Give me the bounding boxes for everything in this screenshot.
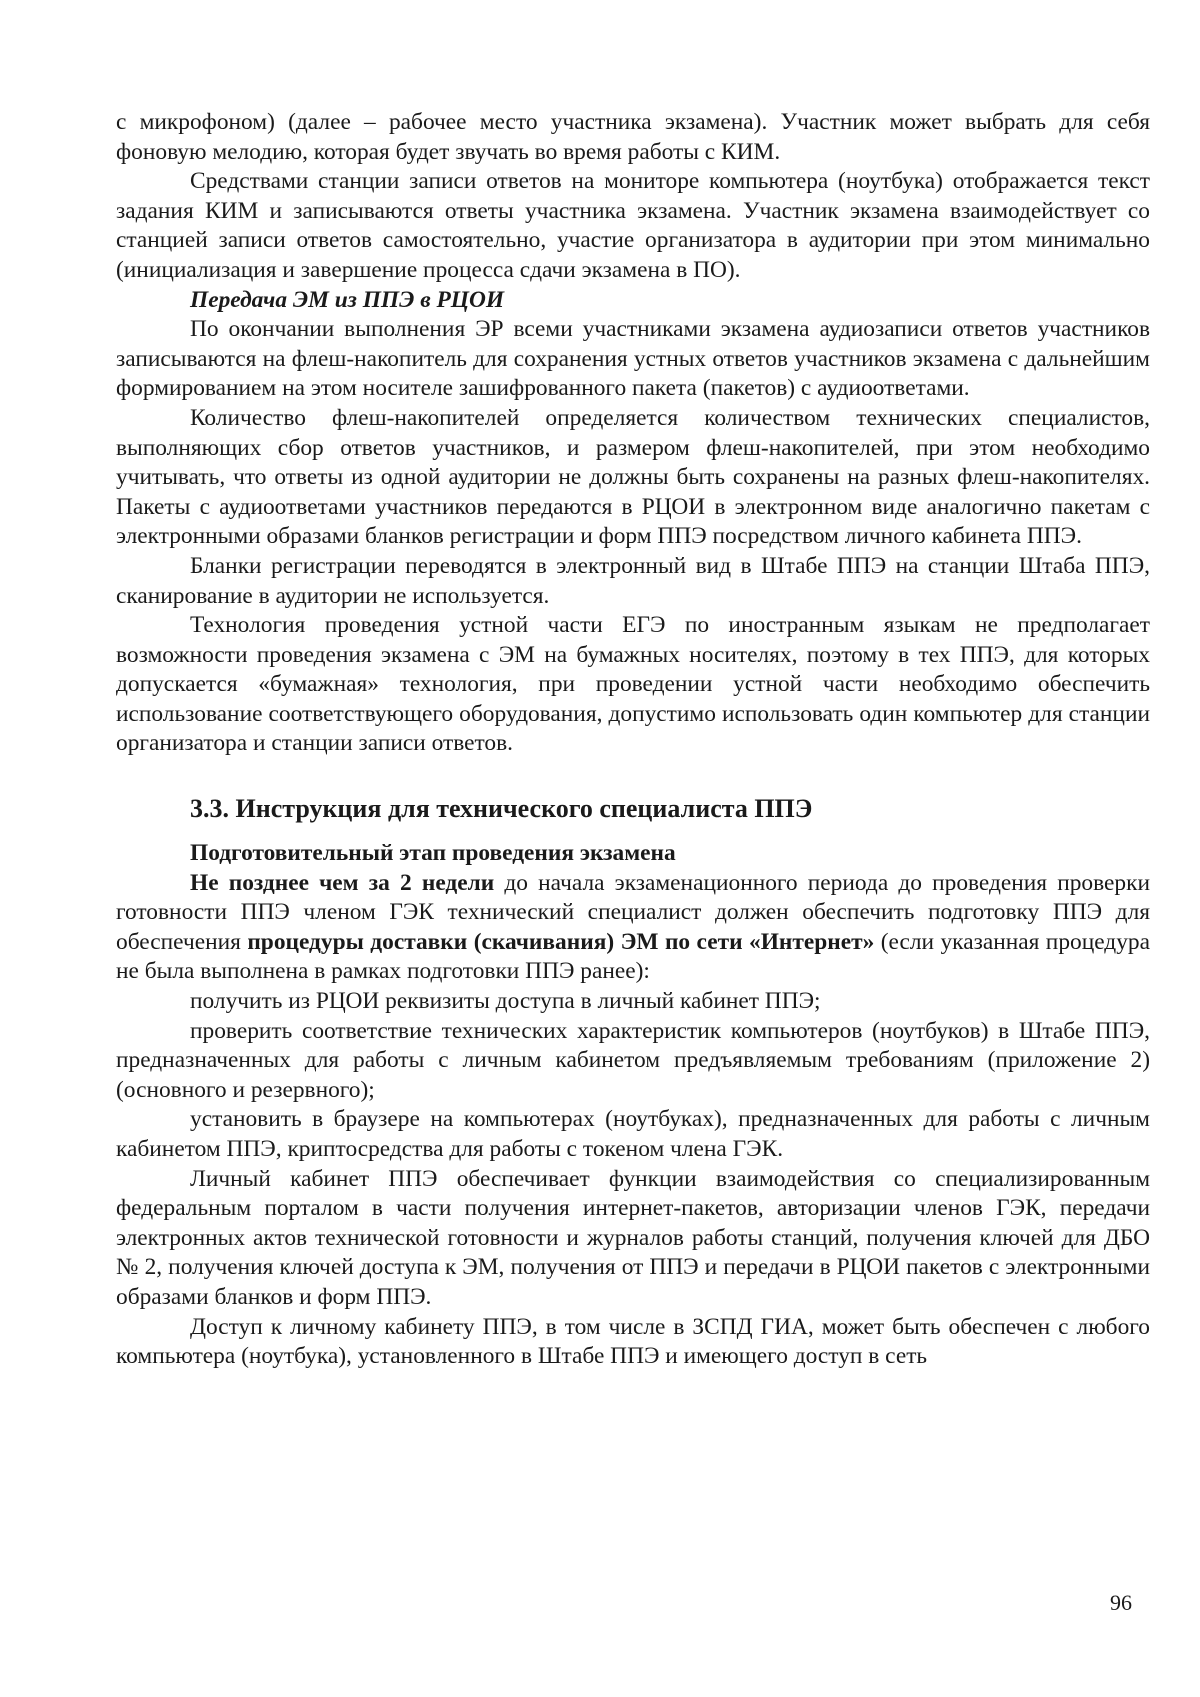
paragraph-continuation: с микрофоном) (далее – рабочее место участника экзамена). Участник может выбрать для себя фоновую мелодию, которая будет звучать во время работы с КИМ. (116, 109, 1150, 165)
paragraph-personal-cabinet: Личный кабинет ППЭ обеспечивает функции взаимодействия со специализированным федеральным порталом в части получения интернет-пакетов, авторизации членов ГЭК, передачи электронных актов технической готовности и журналов работы станций, получения ключей для ДБО № 2, получения ключей доступа к ЭМ, получения от ППЭ и передачи в РЦОИ пакетов с электронными образами бланков и форм ППЭ. (116, 1165, 1150, 1310)
page-number: 96 (1110, 1590, 1132, 1615)
paragraph-deadline (116, 869, 1150, 987)
list-item-check-specs: проверить соответствие технических характеристик компьютеров (ноутбуков) в Штабе ППЭ, предназначенных для работы с личным кабинетом предъявляемым требованиям (приложение 2) (основного и резервного); (116, 1017, 1150, 1103)
deadline-text-end: (если указанная процедура не была выполнена в рамках подготовки ППЭ ранее): (116, 928, 1150, 985)
paragraph-flash-drives: Количество флеш-накопителей определяется количеством технических специалистов, выполняющих сбор ответов участников, и размером флеш-накопителей, при этом необходимо учитывать, что ответы из одной аудитории не должны быть сохранены на разных флеш-накопителях. Пакеты с аудиоответами участников передаются в РЦОИ в электронном виде аналогично пакетам с электронными образами бланков регистрации и форм ППЭ посредством личного кабинета ППЭ. (116, 404, 1150, 550)
deadline-text: до начала экзаменационного периода до проведения проверки готовности ППЭ членом ГЭК технический специалист должен обеспечить подготовку ППЭ для обеспечения (116, 869, 1150, 955)
procedure-emphasis: процедуры доставки (скачивания) ЭМ по сети «Интернет» (247, 928, 875, 955)
subheading-transfer: Передача ЭМ из ППЭ в РЦОИ (190, 286, 505, 313)
paragraph-technology: Технология проведения устной части ЕГЭ по иностранным языкам не предполагает возможности проведения экзамена с ЭМ на бумажных носителях, поэтому в тех ППЭ, для которых допускается «бумажная» технология, при проведении устной части необходимо обеспечить использование соответствующего оборудования, допустимо использовать один компьютер для станции организатора и станции записи ответов. (116, 612, 1150, 757)
paragraph-audio-recordings: По окончании выполнения ЭР всеми участниками экзамена аудиозаписи ответов участников записываются на флеш-накопитель для сохранения устных ответов участников экзамена с дальнейшим формированием на этом носителе зашифрованного пакета (пакетов) с аудиоответами. (116, 316, 1150, 402)
stage-heading: Подготовительный этап проведения экзамена (190, 840, 676, 867)
section-heading: 3.3. Инструкция для технического специалиста ППЭ (190, 794, 813, 824)
deadline-emphasis: Не позднее чем за 2 недели (190, 869, 495, 896)
paragraph-registration-forms: Бланки регистрации переводятся в электронный вид в Штабе ППЭ на станции Штаба ППЭ, сканирование в аудитории не используется. (116, 552, 1150, 609)
paragraph-recording-station: Средствами станции записи ответов на мониторе компьютера (ноутбука) отображается текст задания КИМ и записываются ответы участника экзамена. Участник экзамена взаимодействует со станцией записи ответов самостоятельно, участие организатора в аудитории при этом минимально (инициализация и завершение процесса сдачи экзамена в ПО). (116, 168, 1150, 283)
paragraph-access: Доступ к личному кабинету ППЭ, в том числе в ЗСПД ГИА, может быть обеспечен с любого компьютера (ноутбука), установленного в Штабе ППЭ и имеющего доступ в сеть (116, 1313, 1150, 1370)
list-item-install-crypto: установить в браузере на компьютерах (ноутбуках), предназначенных для работы с личным кабинетом ППЭ, криптосредства для работы с токеном члена ГЭК. (116, 1106, 1150, 1162)
list-item-credentials: получить из РЦОИ реквизиты доступа в личный кабинет ППЭ; (190, 988, 821, 1015)
document-page (116, 108, 1150, 1372)
